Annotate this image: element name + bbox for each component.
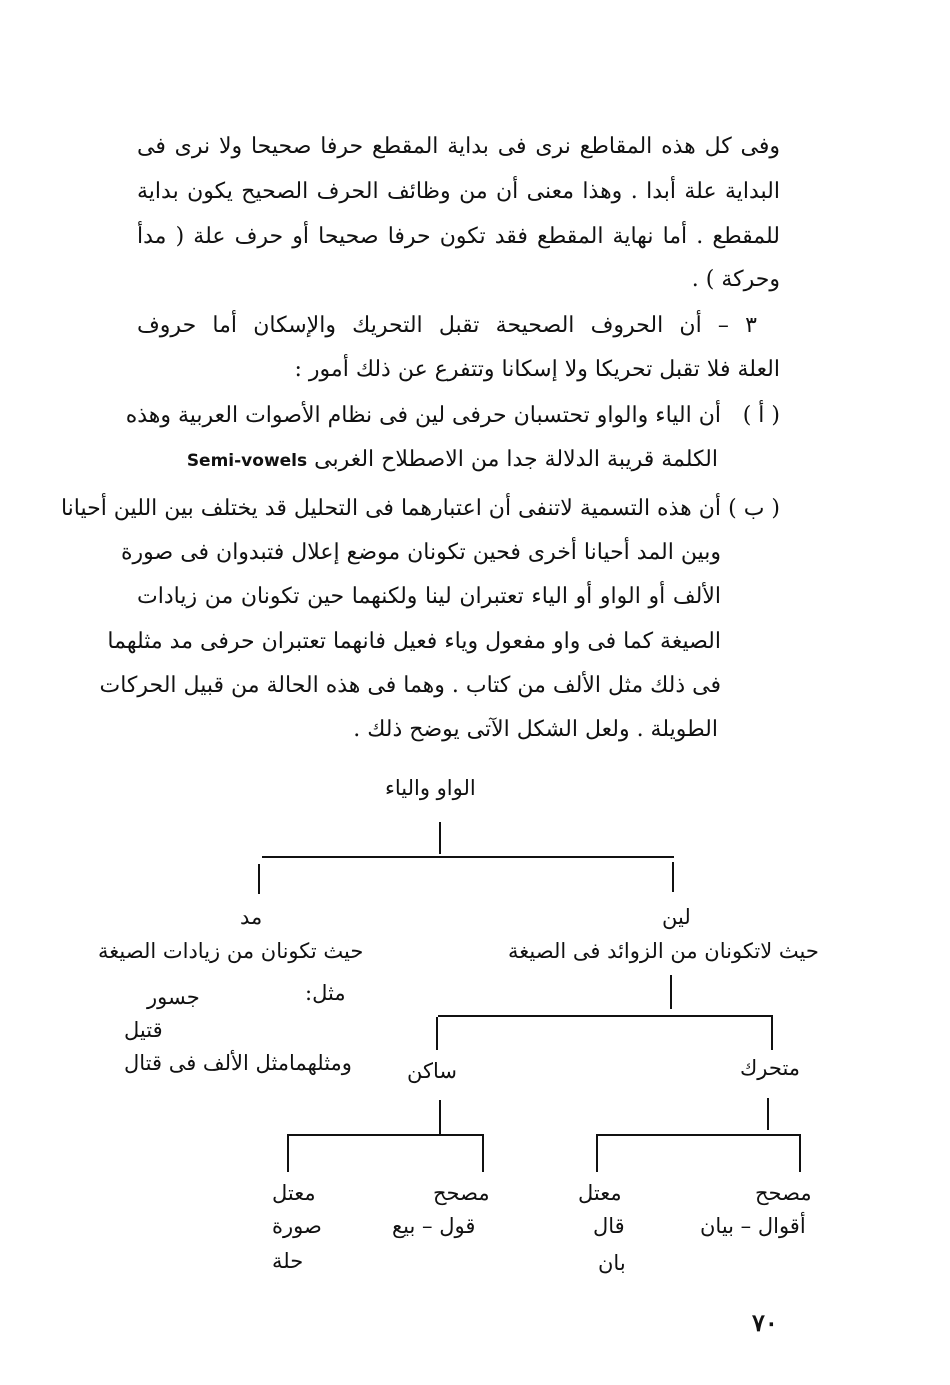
mad-example-label: مثل:: [305, 981, 346, 1005]
item-b-line-4: الصيغة كما فى واو مفعول وياء فعيل فانهما تعتبران حرفى مد مثلهما: [107, 629, 721, 654]
sakin-branch-bar: [287, 1134, 484, 1136]
mad-description: حيث تكونان من زيادات الصيغة: [98, 939, 364, 963]
mutaharrik-musahhah-label: مصحح: [755, 1181, 812, 1205]
sakin-musahhah-label: مصحح: [433, 1181, 490, 1205]
paragraph-2-line-1: ٣ – أن الحروف الصحيحة تقبل التحريك والإسكان أما حروف: [137, 313, 757, 338]
mutaharrik-branch-bar: [596, 1134, 801, 1136]
page-number: ٧٠: [752, 1308, 778, 1337]
sakin-mutal-connector: [287, 1136, 289, 1172]
sakin-connector: [436, 1017, 438, 1050]
mad-label: مد: [240, 905, 263, 929]
sakin-mutal-example-1: صورة: [272, 1214, 322, 1238]
item-b-line-5: فى ذلك مثل الألف من كتاب . وهما فى هذه الحالة من قبيل الحركات: [99, 673, 721, 698]
sakin-stem: [439, 1100, 441, 1134]
mad-connector: [258, 864, 260, 894]
item-a-line-2: [187, 446, 718, 475]
mutaharrik-mutal-label: معتل: [578, 1181, 622, 1205]
mutaharrik-musahhah-example: أقوال – بيان: [700, 1214, 806, 1238]
sakin-musahhah-connector: [482, 1136, 484, 1172]
paragraph-1-line-4: وحركة ) .: [691, 267, 780, 292]
sakin-label: ساكن: [407, 1059, 457, 1083]
mutaharrik-mutal-connector: [596, 1136, 598, 1172]
paragraph-2-line-2: العلة فلا تقبل تحريكا ولا إسكانا وتتفرع عن ذلك أمور :: [294, 357, 780, 382]
mutaharrik-mutal-example-2: بان: [598, 1251, 626, 1275]
sakin-mutal-example-2: حلة: [272, 1249, 304, 1273]
root-stem: [439, 822, 441, 854]
item-b-marker: ( ب ): [728, 496, 780, 521]
semi-vowels-term: Semi-vowels: [186, 451, 308, 471]
mad-note: ومثلهمامثل الألف فى قتال: [124, 1051, 352, 1075]
item-a-marker: ( أ ): [742, 403, 780, 428]
mutaharrik-musahhah-connector: [799, 1136, 801, 1172]
item-b-line-3: الألف أو الواو أو الياء تعتبران لينا ولكنهما حين تكونان من زيادات: [137, 584, 721, 609]
mad-example-1: جسور: [147, 985, 200, 1009]
item-b-line-2: وبين المد أحيانا أخرى فحين تكونان موضع إعلال فتبدوان فى صورة: [121, 540, 721, 565]
paragraph-1-line-1: وفى كل هذه المقاطع نرى فى بداية المقطع حرفا صحيحا ولا نرى فى: [137, 134, 780, 159]
item-a-line-1: أن الياء والواو تحتسبان حرفى لين فى نظام الأصوات العربية وهذه: [125, 403, 721, 428]
paragraph-1-line-2: البداية علة أبدا . وهذا معنى أن من وظائف الحرف الصحيح يكون بداية: [137, 179, 780, 204]
diagram-root-label: الواو والياء: [385, 776, 476, 800]
item-b-line-1: أن هذه التسمية لاتنفى أن اعتبارهما فى التحليل قد يختلف بين اللين أحيانا: [60, 496, 721, 521]
item-a-line-2-text: الكلمة قريبة الدلالة جدا من الاصطلاح الغربى: [314, 447, 718, 472]
item-b-line-6: الطويلة . ولعل الشكل الآتى يوضح ذلك .: [353, 717, 718, 742]
leen-stem: [670, 975, 672, 1009]
sakin-mutal-label: معتل: [272, 1181, 316, 1205]
leen-description: حيث لاتكونان من الزوائد فى الصيغة: [508, 939, 819, 963]
mad-example-2: قتيل: [124, 1018, 163, 1042]
sakin-musahhah-example: قول – بيع: [392, 1214, 476, 1238]
mutaharrik-mutal-example-1: قال: [593, 1214, 625, 1238]
leen-label: لين: [662, 905, 691, 929]
leen-branch-bar: [438, 1015, 773, 1017]
mutaharrik-stem: [767, 1098, 769, 1130]
mutaharrik-label: متحرك: [740, 1056, 801, 1080]
root-branch-bar: [262, 856, 674, 858]
paragraph-1-line-3: للمقطع . أما نهاية المقطع فقد تكون حرفا صحيحا أو حرف علة ( مدأ: [137, 224, 780, 249]
mutaharrik-connector: [771, 1017, 773, 1050]
leen-connector: [672, 862, 674, 892]
